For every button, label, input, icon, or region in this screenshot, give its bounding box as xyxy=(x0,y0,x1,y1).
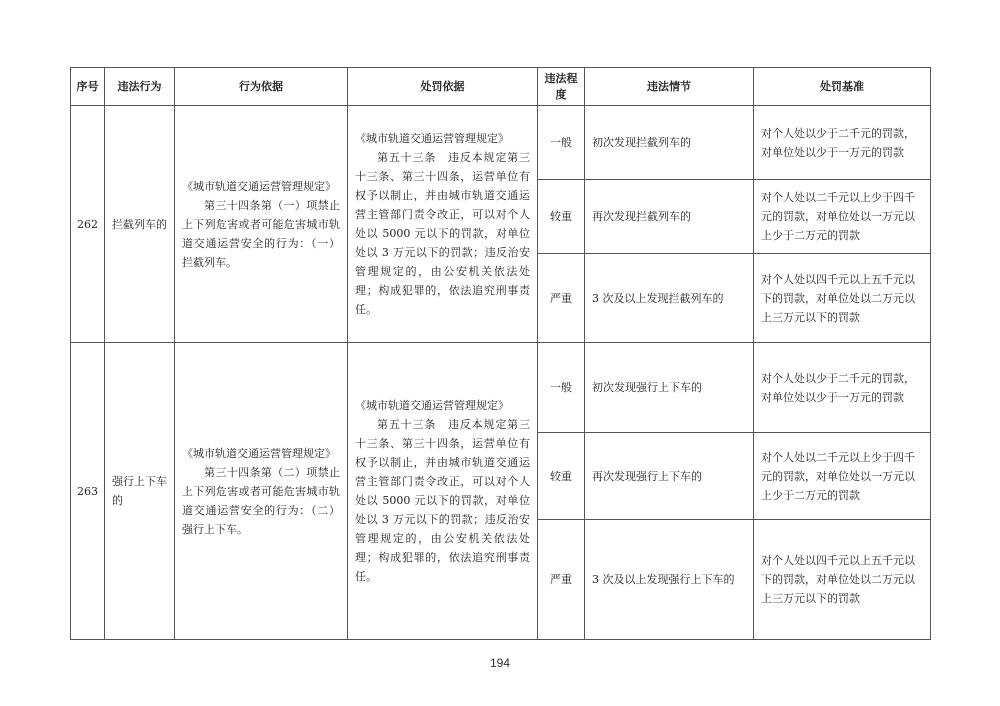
act-basis xyxy=(175,343,348,640)
header-violation: 违法行为 xyxy=(105,68,175,106)
penalty-standard: 对个人处以二千元以上少于四千元的罚款，对单位处以一万元以上少于二万元的罚款 xyxy=(754,180,931,254)
act-basis-title: 《城市轨道交通运营管理规定》 xyxy=(182,179,336,193)
table-row xyxy=(71,343,931,433)
violation-degree: 较重 xyxy=(538,433,585,520)
act-basis-text: 第三十四条第（二）项禁止上下列危害或者可能危害城市轨道交通运营安全的行为：（二）强行上下车。 xyxy=(182,465,340,536)
serial-number: 263 xyxy=(71,343,105,640)
violation-degree: 较重 xyxy=(538,180,585,254)
penalty-standard: 对个人处以少于二千元的罚款，对单位处以少于一万元的罚款 xyxy=(754,106,931,180)
penalty-basis-title: 《城市轨道交通运营管理规定》 xyxy=(355,399,509,412)
penalty-standard: 对个人处以少于二千元的罚款，对单位处以少于一万元的罚款 xyxy=(754,343,931,433)
violation-act: 强行上下车的 xyxy=(105,343,175,640)
act-basis-text: 第三十四条第（一）项禁止上下列危害或者可能危害城市轨道交通运营安全的行为：（一）拦截列车。 xyxy=(182,198,340,269)
violation-degree: 严重 xyxy=(538,254,585,343)
penalty-basis-text: 第五十三条 违反本规定第三十三条、第三十四条，运营单位有权予以制止，并由城市轨道交通运营主管部门责令改正，可以对个人处以 5000 元以下的罚款，对单位处以 3 万元以下的罚款；违反治安管理规定的，由公安机关依法处理；构成犯罪的，依法追究刑事责任。 xyxy=(355,418,530,583)
violation-circumstance: 再次发现强行上下车的 xyxy=(585,433,754,520)
header-serial-number: 序号 xyxy=(71,68,105,106)
violation-circumstance: 3 次及以上发现强行上下车的 xyxy=(585,520,754,640)
act-basis-title: 《城市轨道交通运营管理规定》 xyxy=(182,446,336,460)
header-act-basis: 行为依据 xyxy=(175,68,348,106)
penalty-standard: 对个人处以四千元以上五千元以下的罚款，对单位处以二万元以上三万元以下的罚款 xyxy=(754,254,931,343)
violation-circumstance: 初次发现拦截列车的 xyxy=(585,106,754,180)
penalty-basis xyxy=(348,343,538,640)
penalty-standard: 对个人处以二千元以上少于四千元的罚款，对单位处以一万元以上少于二万元的罚款 xyxy=(754,433,931,520)
header-penalty-standard: 处罚基准 xyxy=(754,68,931,106)
header-circumstances: 违法情节 xyxy=(585,68,754,106)
violation-circumstance: 3 次及以上发现拦截列车的 xyxy=(585,254,754,343)
page-number: 194 xyxy=(489,656,511,670)
act-basis xyxy=(175,106,348,343)
penalty-basis xyxy=(348,106,538,343)
table-row xyxy=(71,106,931,180)
serial-number: 262 xyxy=(71,106,105,343)
violation-circumstance: 初次发现强行上下车的 xyxy=(585,343,754,433)
penalty-standard-table xyxy=(70,67,931,640)
header-violation-degree: 违法程度 xyxy=(538,68,585,106)
header-row xyxy=(71,68,931,106)
violation-circumstance: 再次发现拦截列车的 xyxy=(585,180,754,254)
header-penalty-basis: 处罚依据 xyxy=(348,68,538,106)
violation-degree: 一般 xyxy=(538,106,585,180)
penalty-standard: 对个人处以四千元以上五千元以下的罚款，对单位处以二万元以上三万元以下的罚款 xyxy=(754,520,931,640)
violation-degree: 一般 xyxy=(538,343,585,433)
violation-act: 拦截列车的 xyxy=(105,106,175,343)
penalty-basis-text: 第五十三条 违反本规定第三十三条、第三十四条，运营单位有权予以制止，并由城市轨道交通运营主管部门责令改正，可以对个人处以 5000 元以下的罚款，对单位处以 3 万元以下的罚款；违反治安管理规定的，由公安机关依法处理；构成犯罪的，依法追究刑事责任。 xyxy=(355,151,530,316)
penalty-basis-title: 《城市轨道交通运营管理规定》 xyxy=(355,132,509,145)
violation-degree: 严重 xyxy=(538,520,585,640)
